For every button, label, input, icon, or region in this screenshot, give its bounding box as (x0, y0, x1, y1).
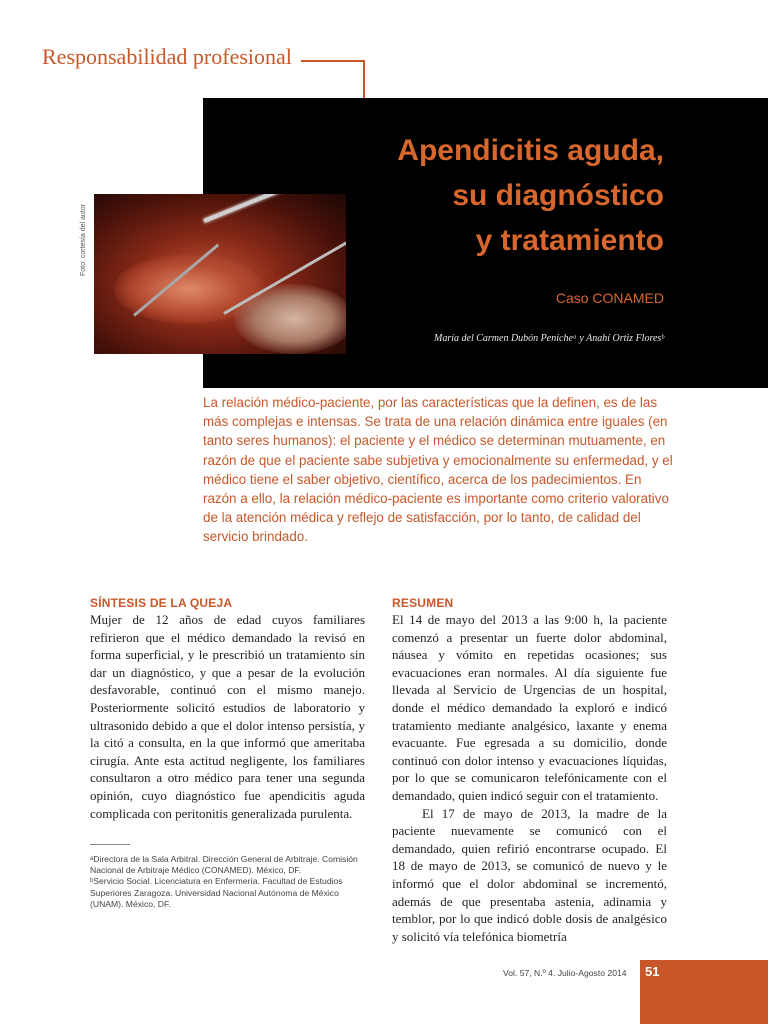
section-rule-vertical (363, 60, 365, 100)
footnote-b: ᵇServicio Social. Licenciatura en Enfermería. Facultad de Estudios Superiores Zaragoza. Universidad Nacional Autónoma de México (UNAM). México, DF. (90, 876, 343, 909)
page-number: 51 (645, 964, 660, 979)
abstract: La relación médico-paciente, por las características que la definen, es de las más complejas e intensas. Se trata de una relación dinámica entre iguales (en tanto seres humanos): el paciente y el médico se determinan mutuamente, en razón de que el paciente sabe subjetiva y emocionalmente su enfermedad, y el médico tiene el saber objetivo, científico, acerca de los padecimientos. En razón a ello, la relación médico-paciente es importante como criterio valorativo de la atención médica y reflejo de satisfacción, por lo tanto, de calidad del servicio brindado. (203, 395, 673, 545)
resumen-heading: RESUMEN (392, 596, 454, 610)
article-authors: María del Carmen Dubón Penicheᵃ y Anahí Ortiz Floresᵇ (434, 333, 664, 344)
photo-credit: Foto: cortesía del autor (80, 204, 87, 276)
title-line-1: Apendicitis aguda, (397, 134, 664, 167)
article-subtitle: Caso CONAMED (555, 290, 664, 306)
surgery-photo (94, 194, 346, 354)
sintesis-heading: SÍNTESIS DE LA QUEJA (90, 596, 233, 610)
column-right (392, 595, 667, 945)
section-rule-horizontal (301, 60, 365, 62)
title-line-2: su diagnóstico (452, 179, 664, 212)
resumen-paragraph-1: El 14 de mayo del 2013 a las 9:00 h, la paciente comenzó a presentar un fuerte dolor abdominal, náusea y vómito en repetidas ocasiones; sus evacuaciones eran normales. Al día siguiente fue llevada al Servicio de Urgencias de un hospital, donde el médico demandado la exploró e indicó tratamiento mediante analgésico, laxante y enema evacuante. Fue egresada a su domicilio, donde continuó con dolor intenso y evacuaciones líquidas, por lo que se comunicaron telefónicamente con el demandado, quien indicó seguir con el tratamiento. (392, 612, 667, 803)
footnotes (90, 854, 370, 910)
article-title (397, 128, 664, 263)
footnote-divider (90, 844, 130, 845)
sintesis-text: Mujer de 12 años de edad cuyos familiares refirieron que el médico demandado la revisó en forma superficial, y le prescribió un tratamiento sin dar un diagnóstico, y que a pesar de la evolución desfavorable, continuó con el mismo manejo. Posteriormente solicitó estudios de laboratorio y ultrasonido debido a que el dolor intenso persistía, y la citó a consulta, en la que informó que ameritaba cirugía. Ante esta actitud negligente, los familiares consultaron a otro médico para tener una segunda opinión, cuyo diagnóstico fue apendicitis aguda complicada con peritonitis generalizada purulenta. (90, 612, 365, 821)
journal-footer: Vol. 57, N.º 4. Julio-Agosto 2014 (503, 968, 627, 978)
section-label: Responsabilidad profesional (42, 44, 292, 69)
resumen-paragraph-2: El 17 de mayo de 2013, la madre de la paciente nuevamente se comunicó con el demandado, quien refirió encontrarse ocupado. El 18 de mayo de 2013, se comunicó de nuevo y le informó que el dolor abdominal se incrementó, además de que presentaba astenia, adinamia y temblor, por lo que indicó doble dosis de analgésico y solicitó vía telefónica biometría (392, 805, 667, 944)
column-left (90, 595, 365, 822)
title-line-3: y tratamiento (475, 224, 664, 257)
footnote-a: ᵃDirectora de la Sala Arbitral. Dirección General de Arbitraje. Comisión Nacional de Arbitraje Médico (CONAMED). México, DF. (90, 854, 358, 876)
